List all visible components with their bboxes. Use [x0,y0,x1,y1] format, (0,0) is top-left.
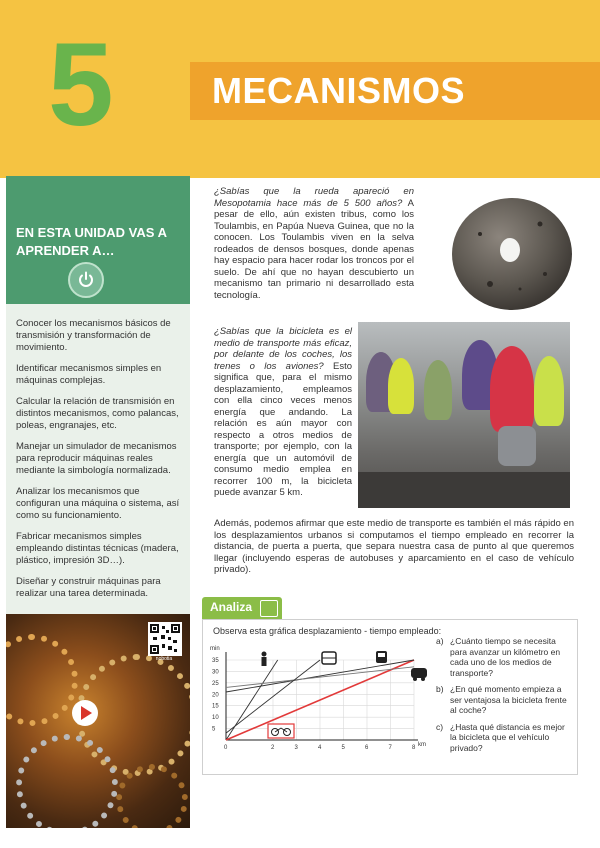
x-tick-label: 7 [388,745,392,751]
cyclist [534,356,564,426]
unit-number: 5 [48,19,114,151]
analiza-tag [202,597,282,619]
stone-wheel-image [450,194,574,312]
intro-body: A pesar de ello, aún existen tribus, como los Toulambis, en Papúa Nueva Guinea, que no la conocen. Los Toulambis viven en la selva rodeados de densos bosques, donde apenas hay espacio para hacer rodar los troncos por el suelo. De ahí que no hayan descubierto un mecanismo tan primario ni desarrollado esta tecnología. [214,197,415,301]
gear-shape [116,764,188,828]
unit-header [0,0,600,178]
page-title: MECANISMOS [212,70,466,111]
car-icon [411,668,427,681]
y-tick-label: 35 [212,658,219,664]
analiza-label: Analiza [210,600,253,614]
x-tick-label: 2 [271,745,275,751]
objective-item: Conocer los mecanismos básicos de transmisión y transformación de movimiento. [16,318,171,353]
x-tick-label: 0 [224,745,228,751]
question-label: a) [436,636,444,646]
gear-shape [6,634,78,726]
analysis-icon [260,600,278,617]
intro-question: ¿Sabías que la rueda apareció en Mesopotamia hace más de 5 500 años? [214,186,414,209]
cyclist [388,358,414,414]
question-a [436,636,570,678]
qr-code[interactable] [148,622,182,656]
x-tick-label: 8 [412,745,416,751]
question-text: ¿Hasta qué distancia es mejor la bicicleta que el vehículo privado? [450,721,565,753]
objective-item: Fabricar mecanismos simples empleando distintas técnicas (madera, plástico, impresión 3D…). [16,531,179,566]
objective-item: Manejar un simulador de mecanismos para reproducir máquinas reales mediante la simbología normalizada. [16,441,177,476]
question-c [436,722,570,754]
question-text: ¿En qué momento empieza a ser ventajosa la bicicleta frente al coche? [450,684,567,715]
road [358,472,570,508]
bike-question: ¿Sabías que la bicicleta es el medio de transporte más eficaz, por delante de los coches, los trenes o los aviones? [214,326,352,372]
bus-icon [322,652,336,664]
play-button[interactable] [72,700,98,726]
bicycle-icon [268,724,294,738]
y-tick-label: 20 [212,692,219,699]
qr-label: nobotia [155,656,173,662]
bike-body: Esto significa que, para el mismo desplazamiento, empleamos con ella cinco veces menos energía que andando. La relación es aún mayor con respecto a otros medios de transporte; por ejemplo, con la energía que un automóvil de consumo medio emplea en recorrer 100 m, la bicicleta puede avanzar 5 km. [214,360,352,498]
analiza-questions [436,636,570,759]
x-tick-label: 5 [341,745,345,751]
y-axis-label: min [210,646,220,652]
question-label: c) [436,721,444,732]
objective-item: Diseñar y construir máquinas para realizar una tarea determinada. [16,576,161,599]
play-icon [78,705,94,721]
question-b [436,684,570,716]
analiza-lead: Observa esta gráfica desplazamiento - tiempo empleado: [213,626,442,636]
child-seat [498,426,536,466]
cyclist [490,346,534,432]
objectives-list [6,304,190,614]
gear-shape [16,734,118,828]
objective-item: Calcular la relación de transmisión en distintos mecanismos, como palancas, poleas, engranajes, etc. [16,396,179,431]
bike-paragraph [214,326,352,499]
walker-icon [262,652,267,667]
x-axis-label: km [418,742,426,748]
train-icon [376,651,387,663]
y-tick-label: 30 [212,669,219,676]
power-icon [68,262,104,298]
x-tick-label: 4 [318,745,322,751]
cyclist [424,360,452,420]
question-text: ¿Cuánto tiempo se necesita para avanzar un kilómetro en cada uno de los medios de transporte? [450,636,561,678]
y-tick-label: 5 [212,726,216,733]
x-tick-label: 3 [294,745,298,751]
x-tick-label: 6 [365,745,369,751]
intro-paragraph [214,186,414,301]
y-tick-label: 10 [212,715,219,722]
objective-item: Identificar mecanismos simples en máquinas complejas. [16,363,162,386]
cyclists-photo [358,322,570,508]
y-tick-label: 25 [212,680,219,687]
question-label: b) [436,684,444,694]
objective-item: Analizar los mecanismos que configuran una máquina o sistema, así como su funcionamiento. [16,486,180,521]
objectives-header [6,176,190,304]
y-tick-label: 15 [212,703,219,710]
distance-time-chart [208,640,432,770]
objectives-heading: EN ESTA UNIDAD VAS A APRENDER A… [16,225,167,258]
body-paragraph: Además, podemos afirmar que este medio de transporte es también el más rápido en los desplazamientos urbanos si computamos el tiempo empleado en recorrer la distancia, de puerta a puerta, que separa nuestra casa de punto al que queremos llegar (incluyendo esperas de autobuses y aparcamiento en el caso de vehículo privado). [214,518,574,575]
